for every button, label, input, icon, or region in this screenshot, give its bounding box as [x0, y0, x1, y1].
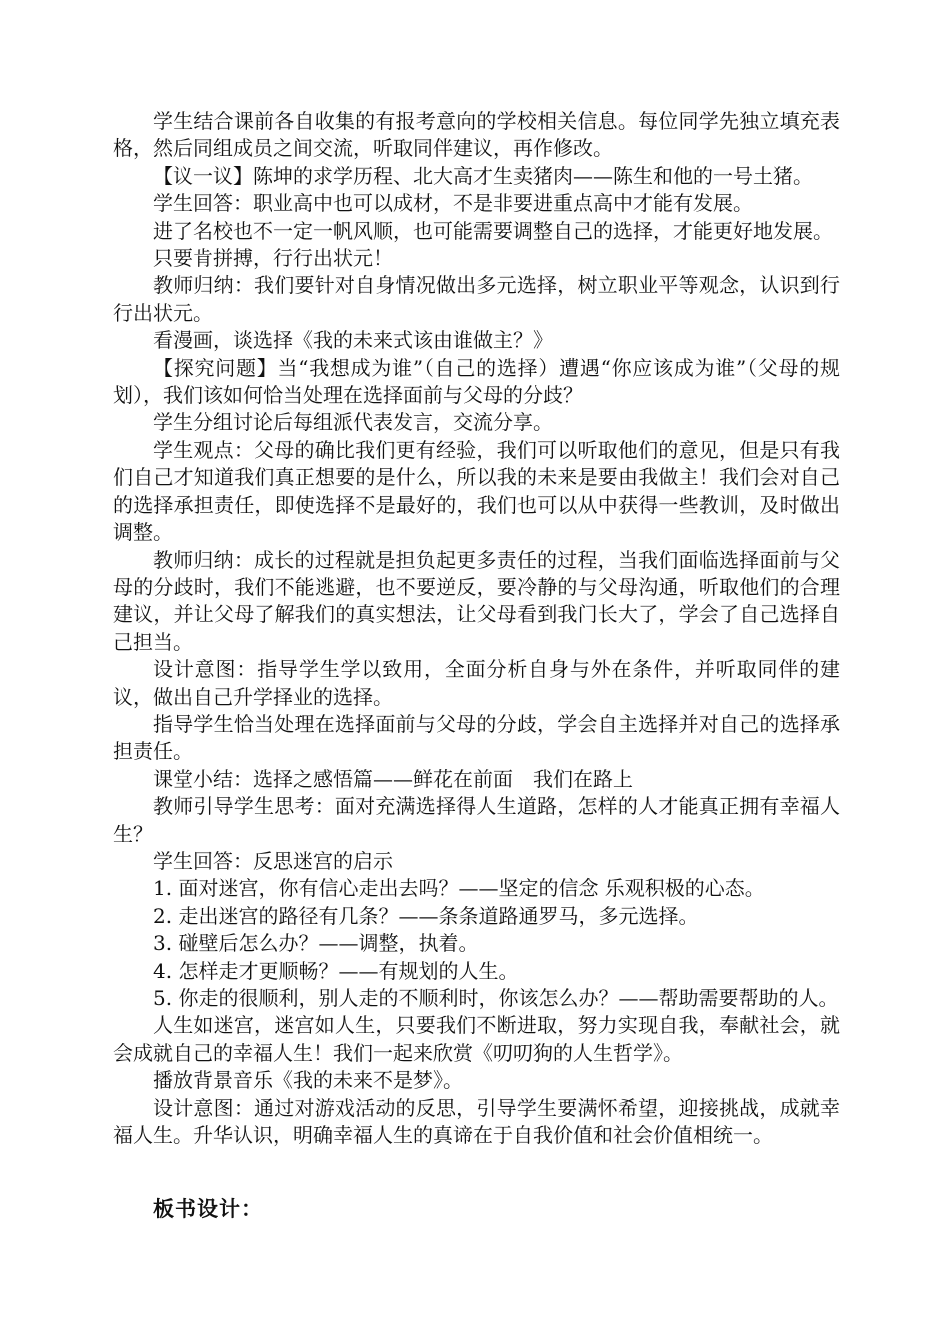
paragraph: 教师归纳：我们要针对自身情况做出多元选择，树立职业平等观念，认识到行行出状元。: [113, 273, 840, 325]
paragraph: 【探究问题】当“我想成为谁”（自己的选择）遭遇“你应该成为谁”（父母的规划），我们该如何恰当处理在选择面前与父母的分歧？: [113, 355, 840, 408]
paragraph: 教师归纳：成长的过程就是担负起更多责任的过程，当我们面临选择面前与父母的分歧时，我们不能逃避，也不要逆反，要冷静的与父母沟通，听取他们的合理建议，并让父母了解我们的真实想法，让父母看到我门长大了，学会了自己选择自己担当。: [113, 547, 840, 654]
paragraph: 课堂小结：选择之感悟篇——鲜花在前面 我们在路上: [153, 766, 633, 791]
paragraph: 看漫画，谈选择《我的未来式该由谁做主？》: [153, 328, 553, 353]
paragraph: 【议一议】陈坤的求学历程、北大高才生卖猪肉——陈生和他的一号土猪。: [153, 163, 813, 188]
list-item: 3. 碰壁后怎么办？——调整，执着。: [153, 931, 479, 956]
paragraph: 学生分组讨论后每组派代表发言，交流分享。: [153, 410, 553, 435]
list-item: 4. 怎样走才更顺畅？——有规划的人生。: [153, 958, 519, 983]
paragraph: 学生回答：职业高中也可以成材，不是非要进重点高中才能有发展。: [153, 191, 753, 216]
paragraph: 教师引导学生思考：面对充满选择得人生道路，怎样的人才能真正拥有幸福人生？: [113, 794, 840, 846]
document-body: [113, 108, 840, 1149]
list-item: 2. 走出迷宫的路径有几条？——条条道路通罗马，多元选择。: [153, 903, 699, 928]
paragraph: 设计意图：通过对游戏活动的反思，引导学生要满怀希望，迎接挑战，成就幸福人生。升华认识，明确幸福人生的真谛在于自我价值和社会价值相统一。: [113, 1095, 840, 1148]
paragraph: 指导学生恰当处理在选择面前与父母的分歧，学会自主选择并对自己的选择承担责任。: [113, 711, 840, 764]
paragraph: 学生回答：反思迷宫的启示: [153, 848, 393, 873]
paragraph: 人生如迷宫，迷宫如人生，只要我们不断进取，努力实现自我，奉献社会，就会成就自己的幸福人生！我们一起来欣赏《叨叨狗的人生哲学》。: [113, 1013, 840, 1065]
paragraph: 学生观点：父母的确比我们更有经验，我们可以听取他们的意见，但是只有我们自己才知道我们真正想要的是什么，所以我的未来是要由我做主！我们会对自己的选择承担责任，即使选择不是最好的，我们也可以从中获得一些教训，及时做出调整。: [113, 437, 840, 545]
paragraph: 只要肯拼搏，行行出状元！: [153, 246, 393, 271]
paragraph: 设计意图：指导学生学以致用，全面分析自身与外在条件，并听取同伴的建议，做出自己升学择业的选择。: [113, 657, 840, 709]
paragraph: 播放背景音乐《我的未来不是梦》。: [153, 1068, 463, 1093]
paragraph: 学生结合课前各自收集的有报考意向的学校相关信息。每位同学先独立填充表格，然后同组成员之间交流，听取同伴建议，再作修改。: [113, 109, 840, 161]
board-design-heading: 板书设计：: [153, 1197, 263, 1221]
paragraph: 进了名校也不一定一帆风顺，也可能需要调整自己的选择，才能更好地发展。: [153, 218, 833, 243]
list-item: 5. 你走的很顺利，别人走的不顺利时，你该怎么办？——帮助需要帮助的人。: [153, 986, 839, 1010]
list-item: 1. 面对迷宫，你有信心走出去吗？——坚定的信念 乐观积极的心态。: [153, 876, 765, 901]
